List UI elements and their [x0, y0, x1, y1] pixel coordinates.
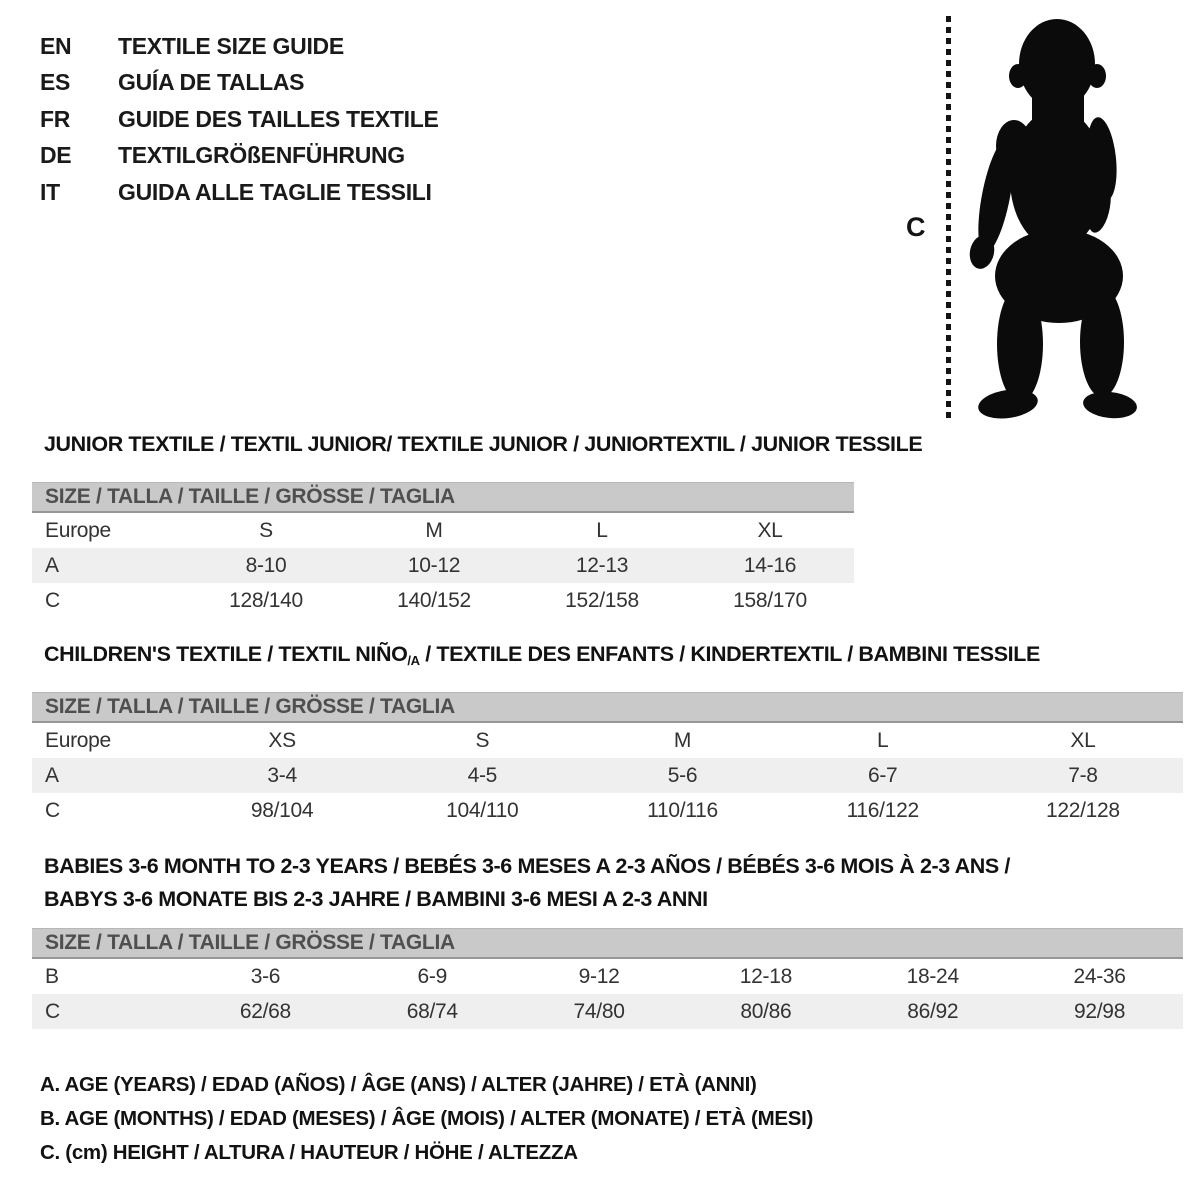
babies-table — [32, 959, 1183, 1029]
lang-title-es: GUÍA DE TALLAS — [118, 69, 305, 96]
cell: 104/110 — [446, 798, 519, 822]
cell: 8-10 — [245, 553, 287, 577]
cell: 5-6 — [667, 763, 698, 787]
cell: 62/68 — [239, 999, 291, 1023]
cell: 68/74 — [406, 999, 458, 1023]
lang-code-fr: FR — [40, 105, 71, 132]
legend-block — [40, 1068, 813, 1170]
cell: 24-36 — [1073, 964, 1126, 988]
cell: 14-16 — [743, 553, 797, 577]
lang-title-en: TEXTILE SIZE GUIDE — [118, 32, 344, 59]
cell: M — [425, 518, 443, 542]
children-title-post: / TEXTILE DES ENFANTS / KINDERTEXTIL / BAMBINI TESSILE — [419, 642, 1040, 666]
cell: 10-12 — [407, 553, 461, 577]
children-title-pre: CHILDREN'S TEXTILE / TEXTIL NIÑO — [44, 642, 408, 666]
cell: 12-13 — [575, 553, 629, 577]
table-row — [32, 994, 1183, 1029]
cell: 110/116 — [647, 798, 718, 822]
cell: XL — [757, 518, 783, 542]
cell: 92/98 — [1074, 999, 1126, 1023]
lang-line-en — [40, 28, 439, 65]
children-section-title — [44, 642, 1040, 668]
cell: M — [673, 728, 692, 752]
legend-line-c: C. (cm) HEIGHT / ALTURA / HAUTEUR / HÖHE / ALTEZZA — [40, 1141, 578, 1164]
height-dashed-line — [946, 16, 951, 418]
row-label: A — [45, 553, 59, 577]
row-label: C — [45, 999, 60, 1023]
cell: S — [475, 728, 490, 752]
cell: 18-24 — [906, 964, 959, 988]
cell: L — [877, 728, 889, 752]
junior-table — [32, 513, 854, 618]
cell: 74/80 — [573, 999, 625, 1023]
babies-size-header-bar: SIZE / TALLA / TAILLE / GRÖSSE / TAGLIA — [32, 928, 1183, 959]
lang-code-de: DE — [40, 142, 72, 169]
cell: XS — [268, 728, 296, 752]
cell: 12-18 — [739, 964, 792, 988]
cell: 158/170 — [733, 588, 807, 612]
cell: 140/152 — [397, 588, 471, 612]
cell: S — [259, 518, 273, 542]
table-row — [32, 583, 854, 618]
toddler-silhouette-icon — [962, 14, 1142, 424]
cell: 122/128 — [1046, 798, 1120, 822]
cell: 3-4 — [267, 763, 297, 787]
children-table — [32, 723, 1183, 828]
lang-code-it: IT — [40, 178, 60, 205]
height-measure-label: C — [906, 212, 926, 242]
legend-line-b: B. AGE (MONTHS) / EDAD (MESES) / ÂGE (MOIS) / ALTER (MONATE) / ETÀ (MESI) — [40, 1107, 814, 1130]
cell: 86/92 — [907, 999, 959, 1023]
cell: 80/86 — [740, 999, 792, 1023]
lang-title-it: GUIDA ALLE TAGLIE TESSILI — [118, 178, 432, 205]
lang-code-en: EN — [40, 32, 72, 59]
lang-line-fr — [40, 101, 439, 138]
row-label: Europe — [45, 728, 111, 752]
row-label: A — [45, 763, 59, 787]
row-label: C — [45, 588, 60, 612]
row-label: B — [45, 964, 59, 988]
lang-title-de: TEXTILGRÖßENFÜHRUNG — [118, 142, 405, 169]
junior-section-title: JUNIOR TEXTILE / TEXTIL JUNIOR/ TEXTILE JUNIOR / JUNIORTEXTIL / JUNIOR TESSILE — [44, 432, 923, 456]
lang-line-es — [40, 65, 439, 102]
lang-code-es: ES — [40, 69, 71, 96]
cell: XL — [1070, 728, 1096, 752]
cell: 98/104 — [250, 798, 314, 822]
lang-line-it — [40, 174, 439, 211]
cell: 6-9 — [417, 964, 447, 988]
row-label: C — [45, 798, 60, 822]
lang-line-de — [40, 138, 439, 175]
cell: 7-8 — [1068, 763, 1098, 787]
table-row — [32, 723, 1183, 758]
cell: 4-5 — [467, 763, 498, 787]
table-row — [32, 758, 1183, 793]
children-size-header-bar: SIZE / TALLA / TAILLE / GRÖSSE / TAGLIA — [32, 692, 1183, 723]
language-title-block — [40, 28, 439, 211]
table-row — [32, 548, 854, 583]
junior-size-header-bar: SIZE / TALLA / TAILLE / GRÖSSE / TAGLIA — [32, 482, 854, 513]
table-row — [32, 959, 1183, 994]
row-label: Europe — [45, 518, 111, 542]
cell: L — [596, 518, 608, 542]
babies-section-title — [44, 850, 1010, 916]
table-row — [32, 513, 854, 548]
cell: 3-6 — [250, 964, 281, 988]
lang-title-fr: GUIDE DES TAILLES TEXTILE — [118, 105, 439, 132]
babies-title-line2: BABYS 3-6 MONATE BIS 2-3 JAHRE / BAMBINI 3-6 MESI A 2-3 ANNI — [44, 887, 708, 911]
cell: 152/158 — [565, 588, 639, 612]
legend-line-a: A. AGE (YEARS) / EDAD (AÑOS) / ÂGE (ANS) / ALTER (JAHRE) / ETÀ (ANNI) — [40, 1073, 757, 1096]
cell: 128/140 — [229, 588, 303, 612]
cell: 6-7 — [867, 763, 898, 787]
cell: 116/122 — [846, 798, 919, 822]
babies-title-line1: BABIES 3-6 MONTH TO 2-3 YEARS / BEBÉS 3-6 MESES A 2-3 AÑOS / BÉBÉS 3-6 MOIS À 2-3 ANS / — [44, 854, 1010, 878]
table-row — [32, 793, 1183, 828]
cell: 9-12 — [578, 964, 620, 988]
children-title-sub: /A — [407, 653, 420, 668]
